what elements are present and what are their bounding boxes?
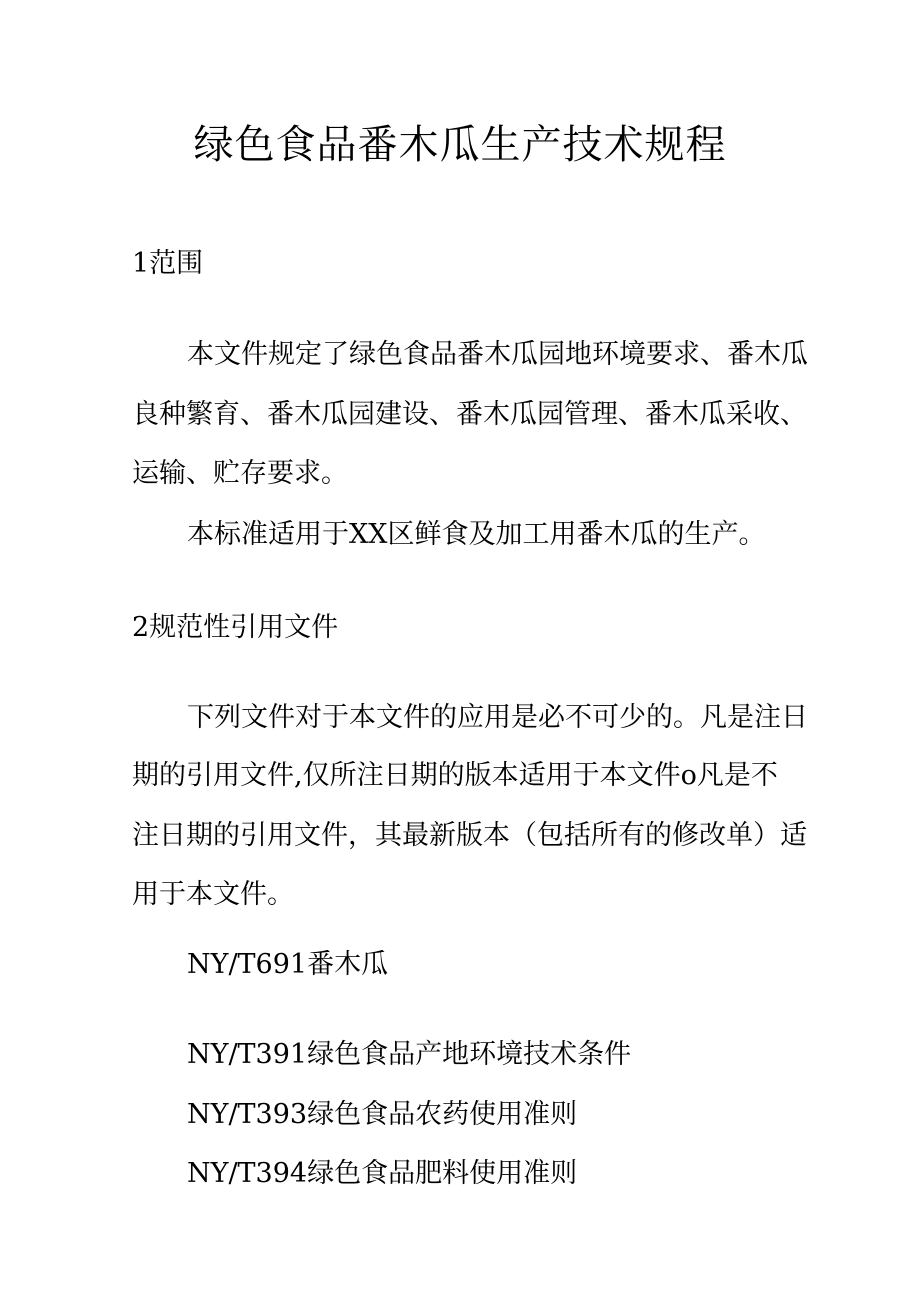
section-1-scope-paragraph: 本标准适用于XX区鲜食及加工用番木瓜的生产。 — [187, 519, 766, 550]
section-2-paragraph-line: 期的引用文件,仅所注日期的版本适用于本文件o凡是不 — [132, 760, 778, 791]
section-1-paragraph-line: 运输、贮存要求。 — [132, 458, 348, 489]
section-1-heading: 1范围 — [132, 248, 204, 279]
section-2-heading: 2规范性引用文件 — [132, 612, 339, 643]
reference-item: NY/T691番木瓜 — [187, 949, 389, 980]
reference-item: NY/T393绿色食品农药使用准则 — [187, 1099, 578, 1130]
reference-item: NY/T391绿色食品产地环境技术条件 — [187, 1039, 632, 1070]
section-1-paragraph-line: 良种繁育、番木瓜园建设、番木瓜园管理、番木瓜采收、 — [132, 399, 807, 430]
reference-item: NY/T394绿色食品肥料使用准则 — [187, 1158, 578, 1189]
section-1-paragraph-line: 本文件规定了绿色食品番木瓜园地环境要求、番木瓜 — [187, 339, 808, 370]
section-2-paragraph-line: 用于本文件。 — [132, 879, 294, 910]
section-2-paragraph-line: 下列文件对于本文件的应用是必不可少的。凡是注日 — [187, 702, 808, 733]
document-title: 绿色食品番木瓜生产技术规程 — [193, 122, 727, 168]
section-2-paragraph-line: 注日期的引用文件，其最新版本（包括所有的修改单）适 — [132, 820, 807, 851]
